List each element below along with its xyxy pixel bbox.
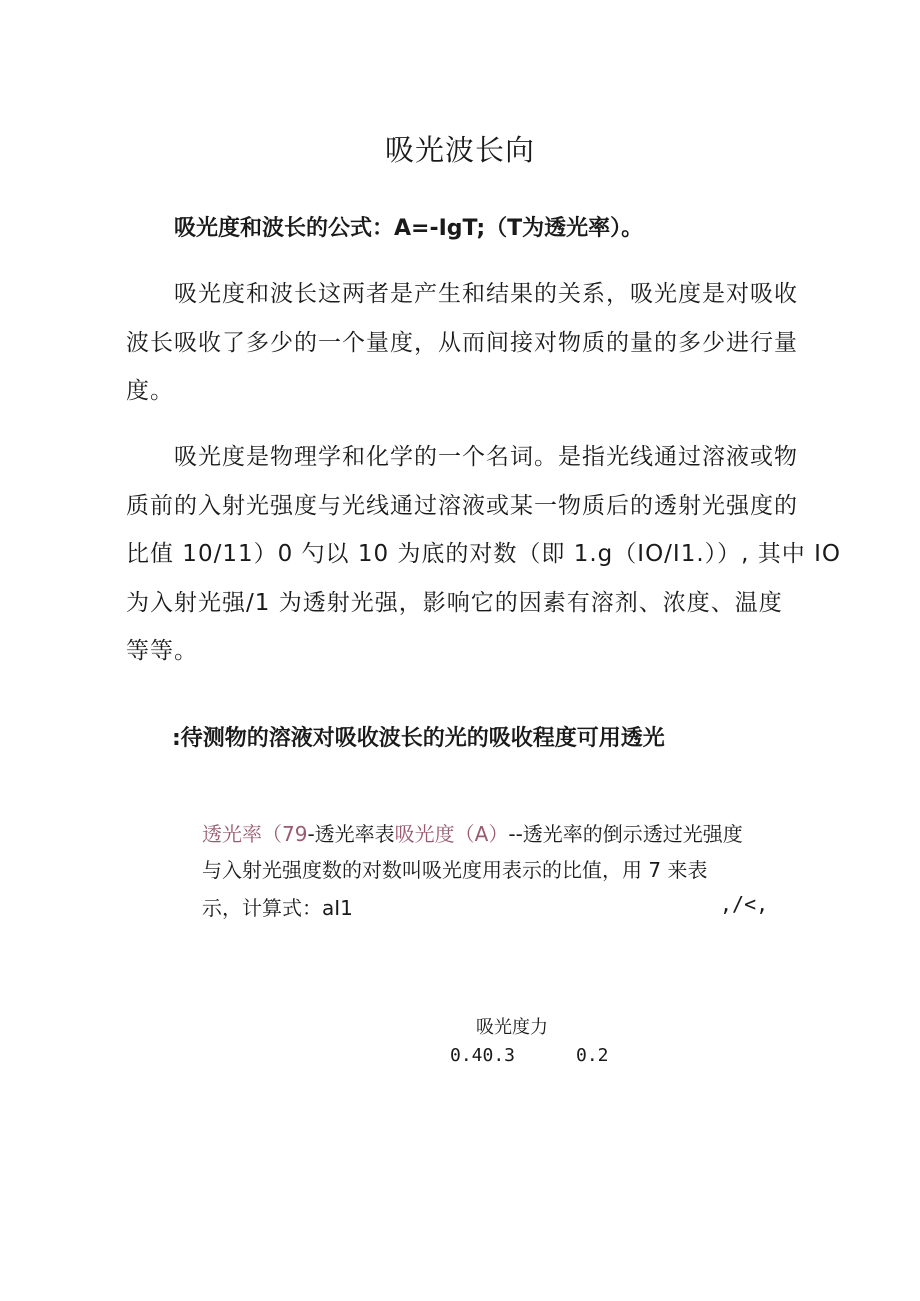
paragraph-line: 吸光度和波长这两者是产生和结果的关系，吸光度是对吸收 bbox=[174, 281, 798, 307]
figure-tick-label: 0.40.3 bbox=[450, 1045, 516, 1066]
paragraph-line: 吸光度是物理学和化学的一个名词。是指光线通过溶液或物 bbox=[174, 444, 798, 470]
absorbance-term: 吸光度（A） bbox=[394, 822, 509, 846]
transmittance-term: 透光率（79 bbox=[202, 822, 308, 846]
paragraph-line: 质前的入射光强度与光线通过溶液或某一物质后的透射光强度的 bbox=[126, 492, 798, 519]
stray-marks: ,/<, bbox=[720, 892, 769, 916]
paragraph-definition bbox=[126, 433, 841, 676]
paragraph-line: 比值 10/11）0 勺以 10 为底的对数（即 1.g（IO/I1.））, 其中 IO bbox=[126, 541, 841, 568]
paragraph-relationship bbox=[126, 270, 826, 416]
paragraph-line: 度。 bbox=[126, 378, 174, 405]
figure-tick-label: 0.2 bbox=[576, 1045, 609, 1066]
figure-label: 吸光度力 bbox=[476, 1017, 548, 1038]
paragraph-line: 等等。 bbox=[126, 638, 198, 665]
note-text: --透光率的倒示透过光强度 bbox=[508, 822, 743, 846]
note-text: -透光率表 bbox=[307, 822, 395, 846]
subheading: :待测物的溶液对吸收波长的光的吸收程度可用透光 bbox=[172, 726, 665, 751]
paragraph-line: 为入射光强/1 为透射光强，影响它的因素有溶剂、浓度、温度 bbox=[126, 589, 783, 616]
formula-heading: 吸光度和波长的公式：A=-IgT;（T为透光率）。 bbox=[174, 216, 644, 241]
note-line-3: 示，计算式：aI1 bbox=[202, 896, 353, 920]
page-title: 吸光波长向 bbox=[384, 133, 535, 167]
note-line-2: 与入射光强度数的对数叫吸光度用表示的比值，用 7 来表 bbox=[202, 858, 708, 882]
paragraph-line: 波长吸收了多少的一个量度，从而间接对物质的量的多少进行量 bbox=[126, 329, 798, 356]
note-line-1 bbox=[202, 818, 743, 847]
